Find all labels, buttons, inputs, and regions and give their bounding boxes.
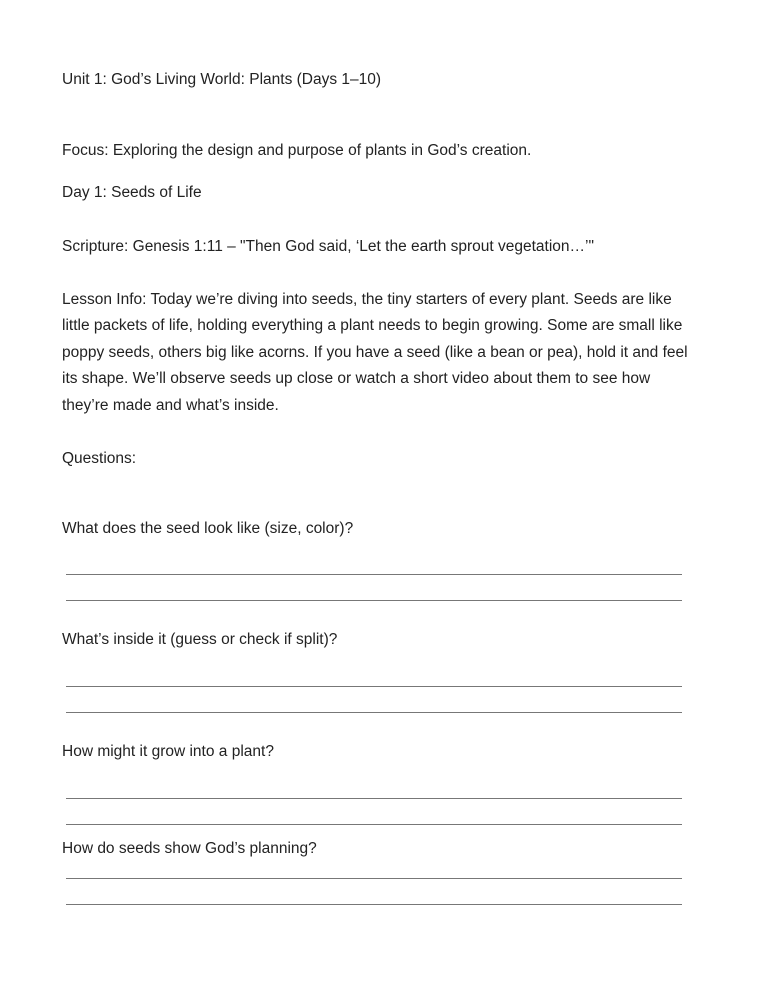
lesson-line: poppy seeds, others big like acorns. If you have a seed (like a bean or pea), hold it and feel [62, 344, 688, 361]
lesson-line: little packets of life, holding everything a plant needs to begin growing. Some are small like [62, 317, 683, 334]
answer-line[interactable] [66, 686, 682, 687]
focus-text: Focus: Exploring the design and purpose of plants in God’s creation. [62, 142, 532, 159]
day-heading: Day 1: Seeds of Life [62, 184, 202, 201]
answer-line[interactable] [66, 600, 682, 601]
lesson-line: Lesson Info: Today we’re diving into seeds, the tiny starters of every plant. Seeds are like [62, 291, 672, 308]
answer-line[interactable] [66, 904, 682, 905]
lesson-line: its shape. We’ll observe seeds up close or watch a short video about them to see how [62, 370, 651, 387]
questions-heading: Questions: [62, 450, 137, 467]
answer-line[interactable] [66, 798, 682, 799]
lesson-line: they’re made and what’s inside. [62, 397, 279, 414]
unit-title: Unit 1: God’s Living World: Plants (Days 1–10) [62, 71, 382, 88]
answer-line[interactable] [66, 824, 682, 825]
scripture-text: Scripture: Genesis 1:11 – "Then God said, ‘Let the earth sprout vegetation…’" [62, 238, 594, 255]
answer-line[interactable] [66, 712, 682, 713]
question-3: How might it grow into a plant? [62, 743, 274, 760]
question-1: What does the seed look like (size, color)? [62, 520, 354, 537]
answer-line[interactable] [66, 878, 682, 879]
answer-line[interactable] [66, 574, 682, 575]
question-4: How do seeds show God’s planning? [62, 840, 317, 857]
question-2: What’s inside it (guess or check if split)? [62, 631, 338, 648]
